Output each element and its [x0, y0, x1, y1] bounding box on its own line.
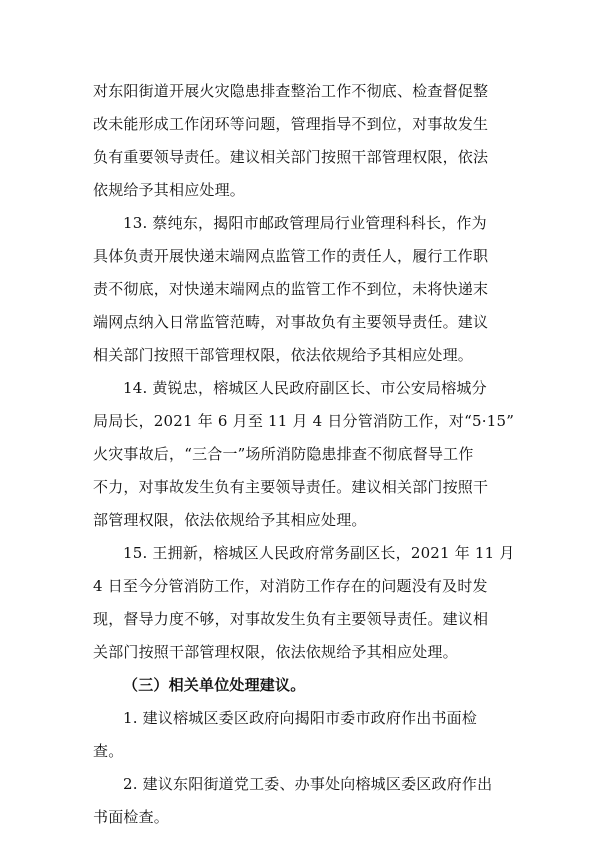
text-line: 对东阳街道开展火灾隐患排查整治工作不彻底、检查督促整: [93, 82, 489, 100]
paragraph-15-first-line: 15. 王拥新，榕城区人民政府常务副区长，2021 年 11 月: [123, 544, 515, 562]
text-line: 书面检查。: [93, 808, 170, 826]
recommendation-2-first-line: 2. 建议东阳街道党工委、办事处向榕城区委区政府作出: [123, 775, 493, 793]
text-line: 部管理权限，依法依规给予其相应处理。: [93, 511, 367, 529]
text-line: 改未能形成工作闭环等问题，管理指导不到位，对事故发生: [93, 115, 489, 133]
paragraph-13-first-line: 13. 蔡纯东，揭阳市邮政管理局行业管理科科长，作为: [123, 214, 487, 232]
text-line: 端网点纳入日常监管范畴，对事故负有主要领导责任。建议: [93, 313, 489, 331]
text-line: 责不彻底，对快递末端网点的监管工作不到位，未将快递末: [93, 280, 489, 298]
text-line: 现，督导力度不够，对事故发生负有主要领导责任。建议相: [93, 610, 489, 628]
paragraph-14-first-line: 14. 黄锐忠，榕城区人民政府副区长、市公安局榕城分: [123, 379, 487, 397]
text-line: 局局长，2021 年 6 月至 11 月 4 日分管消防工作，对“5·15”: [93, 412, 515, 430]
text-line: 相关部门按照干部管理权限，依法依规给予其相应处理。: [93, 346, 474, 364]
text-line: 4 日至今分管消防工作，对消防工作存在的问题没有及时发: [93, 577, 488, 595]
text-line: 关部门按照干部管理权限，依法依规给予其相应处理。: [93, 643, 458, 661]
section-heading: （三）相关单位处理建议。: [123, 676, 306, 694]
text-line: 依规给予其相应处理。: [93, 181, 246, 199]
recommendation-1-first-line: 1. 建议榕城区委区政府向揭阳市委市政府作出书面检: [123, 709, 478, 727]
text-line: 不力，对事故发生负有主要领导责任。建议相关部门按照干: [93, 478, 489, 496]
text-line: 负有重要领导责任。建议相关部门按照干部管理权限，依法: [93, 148, 489, 166]
text-line: 火灾事故后，“三合一”场所消防隐患排查不彻底督导工作: [93, 445, 474, 463]
text-line: 查。: [93, 742, 124, 760]
text-line: 具体负责开展快递末端网点监管工作的责任人，履行工作职: [93, 247, 489, 265]
